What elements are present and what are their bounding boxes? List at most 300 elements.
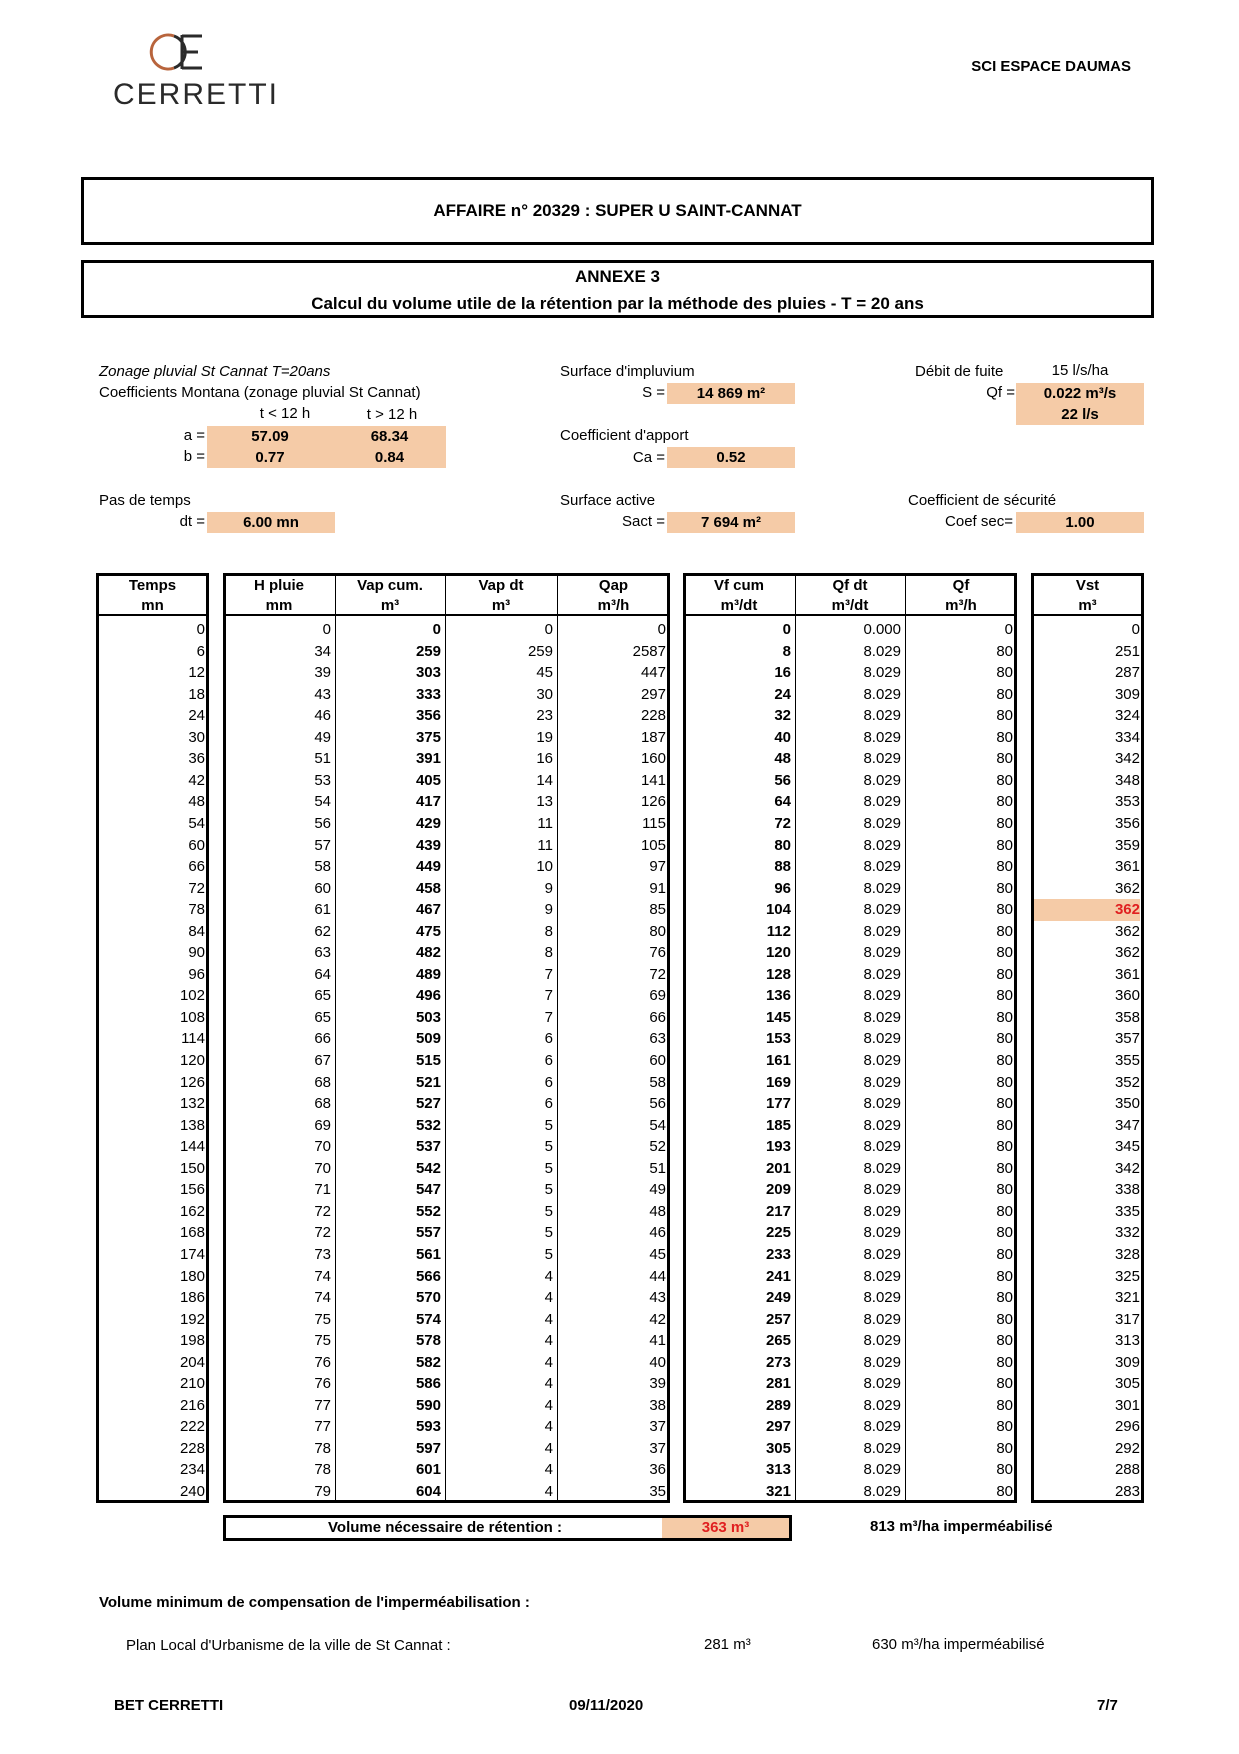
cell-qf: 0 [1004, 621, 1013, 638]
cell-qap: 58 [649, 1073, 666, 1091]
cell-temps: 30 [188, 728, 205, 746]
cell-vap-dt: 4 [544, 1483, 553, 1500]
cell-vf-cum: 32 [774, 707, 791, 725]
cell-temps: 180 [179, 1267, 205, 1285]
cell-vf-cum: 193 [765, 1138, 791, 1156]
cell-qf-dt: 8.029 [863, 750, 901, 768]
cell-vap-dt: 5 [544, 1245, 553, 1263]
cell-vst: 358 [1114, 1008, 1140, 1026]
cell-qf: 80 [996, 1181, 1013, 1199]
cell-qf: 80 [996, 879, 1013, 897]
cell-vf-cum: 297 [765, 1418, 791, 1436]
cell-qap: 97 [649, 858, 666, 876]
cell-temps: 228 [179, 1439, 205, 1457]
cell-vap-dt: 5 [544, 1138, 553, 1156]
cell-vst: 353 [1114, 793, 1140, 811]
cell-vf-cum: 217 [765, 1202, 791, 1220]
cell-vap-dt: 13 [536, 793, 553, 811]
cell-vap-cum: 467 [415, 901, 441, 919]
header-label: Vap dt [478, 577, 524, 594]
cell-vf-cum: 96 [774, 879, 791, 897]
affaire-title [81, 177, 1154, 245]
cell-vf-cum: 136 [765, 987, 791, 1005]
cell-vap-dt: 30 [536, 685, 553, 703]
cell-vst: 296 [1114, 1418, 1140, 1436]
cell-vf-cum: 209 [765, 1181, 791, 1199]
cell-qf-dt: 8.029 [863, 1073, 901, 1091]
cell-qf-dt: 8.029 [863, 944, 901, 962]
cell-vap-cum: 578 [415, 1332, 441, 1350]
cell-vf-cum: 72 [774, 814, 791, 832]
a-lt-value: 57.09 [207, 426, 333, 447]
cell-qap: 43 [649, 1289, 666, 1307]
cell-h-pluie: 51 [314, 750, 331, 768]
cell-qf-dt: 8.029 [863, 1159, 901, 1177]
cell-h-pluie: 53 [314, 771, 331, 789]
cell-vap-cum: 391 [415, 750, 441, 768]
cell-vap-dt: 4 [544, 1418, 553, 1436]
cell-h-pluie: 46 [314, 707, 331, 725]
cell-temps: 102 [179, 987, 205, 1005]
cell-temps: 132 [179, 1095, 205, 1113]
cell-vst: 301 [1114, 1396, 1140, 1414]
pas-label: Pas de temps [99, 492, 191, 509]
cell-temps: 108 [179, 1008, 205, 1026]
cell-vap-dt: 6 [544, 1073, 553, 1091]
cell-vf-cum: 169 [765, 1073, 791, 1091]
cell-h-pluie: 66 [314, 1030, 331, 1048]
cell-vap-dt: 11 [537, 814, 553, 832]
cell-qf: 80 [996, 922, 1013, 940]
cell-qf-dt: 8.029 [863, 1224, 901, 1242]
cell-vap-cum: 542 [415, 1159, 441, 1177]
cell-qf-dt: 8.029 [863, 664, 901, 682]
cell-temps: 126 [179, 1073, 205, 1091]
cell-vap-dt: 4 [544, 1267, 553, 1285]
cell-temps: 18 [188, 685, 205, 703]
cell-qf-dt: 8.029 [863, 1030, 901, 1048]
cell-temps: 120 [179, 1052, 205, 1069]
cell-vap-dt: 14 [536, 771, 553, 789]
cell-vf-cum: 249 [765, 1289, 791, 1307]
cell-temps: 114 [181, 1030, 205, 1048]
cell-vap-cum: 439 [415, 836, 441, 854]
cell-vf-cum: 16 [774, 664, 791, 682]
cell-h-pluie: 77 [314, 1418, 331, 1436]
cell-vap-cum: 561 [415, 1245, 441, 1263]
cell-vap-dt: 259 [527, 642, 553, 660]
cell-h-pluie: 72 [314, 1202, 331, 1220]
cell-vap-dt: 4 [544, 1461, 553, 1479]
cell-qap: 56 [649, 1095, 666, 1113]
plu-value: 281 m³ [704, 1636, 751, 1653]
cell-qf-dt: 8.029 [863, 901, 901, 919]
t-gt-label: t > 12 h [366, 406, 418, 423]
cell-temps: 162 [179, 1202, 205, 1220]
client-name: SCI ESPACE DAUMAS [971, 58, 1131, 75]
cell-qf-dt: 8.029 [863, 1461, 901, 1479]
header-unit: m³/h [945, 597, 977, 614]
cell-qf: 80 [996, 1461, 1013, 1479]
summary-per-ha: 813 m³/ha imperméabilisé [870, 1518, 1053, 1535]
cell-h-pluie: 74 [314, 1289, 331, 1307]
cell-qf-dt: 8.029 [863, 1396, 901, 1414]
cell-qap: 105 [640, 836, 666, 854]
cell-vst: 362 [1114, 944, 1140, 962]
cell-qap: 37 [649, 1418, 666, 1436]
cell-vap-cum: 590 [415, 1396, 441, 1414]
header-qap [557, 576, 670, 616]
cell-temps: 204 [179, 1353, 205, 1371]
cell-vap-cum: 496 [415, 987, 441, 1005]
cell-vst: 334 [1114, 728, 1140, 746]
cell-vap-dt: 4 [544, 1353, 553, 1371]
header-label: Temps [128, 577, 177, 594]
cell-qf: 80 [996, 901, 1013, 919]
cell-qap: 447 [640, 664, 666, 682]
cell-vap-dt: 7 [544, 965, 553, 983]
cell-qf: 80 [996, 858, 1013, 876]
header-label: Vap cum. [357, 577, 423, 594]
cell-h-pluie: 77 [314, 1396, 331, 1414]
cell-qap: 76 [649, 944, 666, 962]
cell-vap-cum: 417 [415, 793, 441, 811]
cell-vap-dt: 16 [536, 750, 553, 768]
cell-qap: 85 [649, 901, 666, 919]
cell-qf: 80 [996, 793, 1013, 811]
cell-vst: 361 [1114, 858, 1140, 876]
cell-h-pluie: 76 [314, 1353, 331, 1371]
cell-temps: 198 [179, 1332, 205, 1350]
cell-qap: 60 [649, 1052, 666, 1069]
cell-vf-cum: 56 [774, 771, 791, 789]
header-vap-dt [445, 576, 557, 616]
cell-qf: 80 [996, 1245, 1013, 1263]
cell-vap-cum: 0 [432, 621, 441, 638]
cell-qap: 49 [649, 1181, 666, 1199]
surface-label: Surface d'impluvium [560, 363, 695, 380]
cell-vf-cum: 241 [765, 1267, 791, 1285]
cell-h-pluie: 63 [314, 944, 331, 962]
cell-vap-dt: 4 [544, 1310, 553, 1328]
cell-qf: 80 [996, 1138, 1013, 1156]
cell-vf-cum: 88 [774, 858, 791, 876]
cell-vf-cum: 161 [765, 1052, 791, 1069]
b-gt-value: 0.84 [333, 447, 446, 468]
cell-qf: 80 [996, 965, 1013, 983]
cell-vap-cum: 303 [415, 664, 441, 682]
cell-vap-cum: 333 [415, 685, 441, 703]
qf-label: Qf = [986, 384, 1015, 401]
cell-vst: 357 [1114, 1030, 1140, 1048]
ca-value: 0.52 [667, 447, 795, 468]
cell-qap: 69 [649, 987, 666, 1005]
cell-h-pluie: 71 [314, 1181, 331, 1199]
cell-temps: 24 [188, 707, 205, 725]
cell-qf-dt: 8.029 [863, 1418, 901, 1436]
cell-h-pluie: 73 [314, 1245, 331, 1263]
cell-h-pluie: 78 [314, 1461, 331, 1479]
cell-qf: 80 [996, 1224, 1013, 1242]
s-label: S = [642, 384, 665, 401]
cell-vap-dt: 8 [544, 922, 553, 940]
cell-qf-dt: 8.029 [863, 1008, 901, 1026]
cell-qf: 80 [996, 1289, 1013, 1307]
cell-vst: 362 [1034, 899, 1140, 921]
cell-h-pluie: 65 [314, 1008, 331, 1026]
cell-vf-cum: 313 [765, 1461, 791, 1479]
cell-vf-cum: 273 [765, 1353, 791, 1371]
cell-vap-cum: 515 [415, 1052, 441, 1069]
cell-vf-cum: 40 [774, 728, 791, 746]
header-unit: m³/dt [720, 597, 758, 614]
plu-per-ha: 630 m³/ha imperméabilisé [872, 1636, 1045, 1653]
cell-qf-dt: 8.029 [863, 987, 901, 1005]
cell-temps: 12 [188, 664, 205, 682]
cell-vst: 309 [1114, 685, 1140, 703]
header-unit: m³ [1078, 597, 1097, 614]
cell-vf-cum: 265 [765, 1332, 791, 1350]
cell-vap-dt: 45 [536, 664, 553, 682]
cell-vst: 352 [1114, 1073, 1140, 1091]
cell-h-pluie: 54 [314, 793, 331, 811]
cell-qf: 80 [996, 814, 1013, 832]
cell-vap-cum: 405 [415, 771, 441, 789]
cell-vst: 345 [1114, 1138, 1140, 1156]
annex-title: ANNEXE 3 [574, 267, 661, 286]
cell-vap-dt: 4 [544, 1332, 553, 1350]
minimum-title: Volume minimum de compensation de l'imperméabilisation : [99, 1594, 530, 1611]
cell-qap: 66 [649, 1008, 666, 1026]
cell-vst: 325 [1114, 1267, 1140, 1285]
cell-vap-dt: 23 [536, 707, 553, 725]
cell-temps: 174 [179, 1245, 205, 1263]
cell-vap-cum: 570 [415, 1289, 441, 1307]
cell-temps: 210 [179, 1375, 205, 1393]
cell-vap-dt: 9 [544, 901, 553, 919]
cell-qf-dt: 8.029 [863, 814, 901, 832]
a-gt-value: 68.34 [333, 426, 446, 447]
cell-h-pluie: 0 [322, 621, 331, 638]
header-unit: m³/dt [831, 597, 869, 614]
cell-vf-cum: 177 [765, 1095, 791, 1113]
summary-value: 363 m³ [662, 1518, 789, 1538]
cell-h-pluie: 61 [314, 901, 331, 919]
cell-qap: 46 [649, 1224, 666, 1242]
cell-temps: 0 [196, 621, 205, 638]
cell-vap-cum: 566 [415, 1267, 441, 1285]
cell-qf-dt: 8.029 [863, 1375, 901, 1393]
cell-vap-cum: 582 [415, 1353, 441, 1371]
cell-vf-cum: 289 [765, 1396, 791, 1414]
cell-vf-cum: 233 [765, 1245, 791, 1263]
cell-qf-dt: 0.000 [863, 621, 901, 638]
cell-vap-cum: 574 [415, 1310, 441, 1328]
cell-qf: 80 [996, 1095, 1013, 1113]
cell-qf: 80 [996, 1030, 1013, 1048]
cell-vap-dt: 6 [544, 1095, 553, 1113]
cell-temps: 72 [188, 879, 205, 897]
cell-h-pluie: 67 [314, 1052, 331, 1069]
column-divider [445, 573, 446, 1503]
cell-vap-dt: 6 [544, 1030, 553, 1048]
cell-temps: 66 [188, 858, 205, 876]
apport-label: Coefficient d'apport [560, 427, 689, 444]
cell-h-pluie: 57 [314, 836, 331, 854]
header-unit: m³ [491, 597, 511, 614]
cell-vf-cum: 104 [765, 901, 791, 919]
cell-vst: 332 [1114, 1224, 1140, 1242]
cell-vst: 342 [1114, 1159, 1140, 1177]
cell-qf-dt: 8.029 [863, 1181, 901, 1199]
cell-vf-cum: 257 [765, 1310, 791, 1328]
cell-qf: 80 [996, 1116, 1013, 1134]
cell-vst: 317 [1114, 1310, 1140, 1328]
cell-qf-dt: 8.029 [863, 1439, 901, 1457]
header-vap-cum [335, 576, 445, 616]
cell-vap-cum: 586 [415, 1375, 441, 1393]
cell-temps: 222 [179, 1418, 205, 1436]
cell-qap: 39 [649, 1375, 666, 1393]
cell-vst: 359 [1114, 836, 1140, 854]
cell-vst: 283 [1114, 1483, 1140, 1500]
cell-h-pluie: 68 [314, 1095, 331, 1113]
cell-qf: 80 [996, 642, 1013, 660]
cell-qap: 36 [649, 1461, 666, 1479]
cell-vap-dt: 5 [544, 1202, 553, 1220]
cell-vap-cum: 601 [415, 1461, 441, 1479]
column-divider [795, 573, 796, 1503]
cell-qf-dt: 8.029 [863, 1267, 901, 1285]
cell-h-pluie: 68 [314, 1073, 331, 1091]
cell-vst: 0 [1131, 621, 1140, 638]
cell-qf: 80 [996, 707, 1013, 725]
cell-qf: 80 [996, 1353, 1013, 1371]
cell-vst: 292 [1114, 1439, 1140, 1457]
cell-vf-cum: 48 [774, 750, 791, 768]
cell-vap-cum: 429 [415, 814, 441, 832]
cell-qf: 80 [996, 1052, 1013, 1069]
cell-h-pluie: 74 [314, 1267, 331, 1285]
b-lt-value: 0.77 [207, 447, 333, 468]
column-divider [335, 573, 336, 1503]
header-unit: mm [265, 597, 293, 614]
coef-label: Coef sec= [945, 513, 1013, 530]
affaire-text: AFFAIRE n° 20329 : SUPER U SAINT-CANNAT [433, 201, 802, 220]
cell-qf: 80 [996, 750, 1013, 768]
cell-temps: 144 [179, 1138, 205, 1156]
cell-qap: 72 [649, 965, 666, 983]
cell-vf-cum: 0 [782, 621, 791, 638]
cell-vap-cum: 503 [415, 1008, 441, 1026]
cell-vst: 362 [1114, 922, 1140, 940]
cell-vap-cum: 375 [415, 728, 441, 746]
cell-qf-dt: 8.029 [863, 793, 901, 811]
cell-qf-dt: 8.029 [863, 707, 901, 725]
cell-vap-cum: 259 [415, 642, 441, 660]
cell-h-pluie: 43 [314, 685, 331, 703]
cell-vap-cum: 489 [415, 965, 441, 983]
cell-h-pluie: 70 [314, 1138, 331, 1156]
cell-vap-cum: 458 [415, 879, 441, 897]
cell-qap: 37 [649, 1439, 666, 1457]
s-value: 14 869 m² [667, 383, 795, 404]
cell-vst: 328 [1114, 1245, 1140, 1263]
footer-date: 09/11/2020 [569, 1697, 644, 1714]
cell-qf-dt: 8.029 [863, 1483, 901, 1500]
cell-qf-dt: 8.029 [863, 879, 901, 897]
cell-qap: 51 [649, 1159, 666, 1177]
footer-company: BET CERRETTI [114, 1697, 224, 1714]
cell-vap-cum: 509 [415, 1030, 441, 1048]
cell-vst: 324 [1114, 707, 1140, 725]
cell-vap-cum: 552 [415, 1202, 441, 1220]
cell-vap-cum: 557 [415, 1224, 441, 1242]
cell-vf-cum: 321 [765, 1483, 791, 1500]
cell-qf: 80 [996, 664, 1013, 682]
cell-vap-cum: 521 [415, 1073, 441, 1091]
header-label: Vst [1075, 577, 1100, 594]
cell-qf: 80 [996, 1375, 1013, 1393]
cell-qap: 63 [649, 1030, 666, 1048]
cell-vap-dt: 11 [537, 836, 553, 854]
cell-temps: 78 [188, 901, 205, 919]
cell-qf-dt: 8.029 [863, 1289, 901, 1307]
cell-vap-cum: 537 [415, 1138, 441, 1156]
cell-qap: 228 [640, 707, 666, 725]
cell-qf: 80 [996, 728, 1013, 746]
cell-qf-dt: 8.029 [863, 1332, 901, 1350]
cell-qf: 80 [996, 1439, 1013, 1457]
cell-vap-dt: 5 [544, 1159, 553, 1177]
cell-h-pluie: 64 [314, 965, 331, 983]
cell-qf-dt: 8.029 [863, 771, 901, 789]
a-label: a = [183, 427, 205, 444]
cell-vap-cum: 593 [415, 1418, 441, 1436]
cell-vf-cum: 64 [774, 793, 791, 811]
qf-value: 0.022 m³/s [1016, 383, 1144, 404]
cell-vf-cum: 112 [766, 922, 791, 940]
cell-vst: 251 [1114, 642, 1140, 660]
cell-vap-dt: 8 [544, 944, 553, 962]
montana-label: Coefficients Montana (zonage pluvial St Cannat) [99, 384, 421, 401]
cell-vap-dt: 4 [544, 1396, 553, 1414]
cell-vap-cum: 356 [415, 707, 441, 725]
cell-temps: 192 [179, 1310, 205, 1328]
header-unit: mn [141, 597, 164, 614]
cell-temps: 48 [188, 793, 205, 811]
cell-temps: 234 [179, 1461, 205, 1479]
cell-vf-cum: 225 [765, 1224, 791, 1242]
header-vf-cum [683, 576, 795, 616]
cell-vst: 360 [1114, 987, 1140, 1005]
cell-qf: 80 [996, 1418, 1013, 1436]
cell-qf: 80 [996, 1073, 1013, 1091]
header-label: Qap [598, 577, 629, 594]
cell-h-pluie: 78 [314, 1439, 331, 1457]
header-vst [1031, 576, 1144, 616]
logo-text: CERRETTI [113, 78, 279, 111]
b-label: b = [183, 448, 205, 465]
cell-qap: 141 [640, 771, 666, 789]
cell-qf-dt: 8.029 [863, 1052, 901, 1069]
cell-h-pluie: 58 [314, 858, 331, 876]
cell-temps: 96 [188, 965, 205, 983]
cell-temps: 84 [188, 922, 205, 940]
qf-ls-value: 22 l/s [1016, 404, 1144, 425]
cell-vst: 313 [1114, 1332, 1140, 1350]
cell-vf-cum: 24 [774, 685, 791, 703]
